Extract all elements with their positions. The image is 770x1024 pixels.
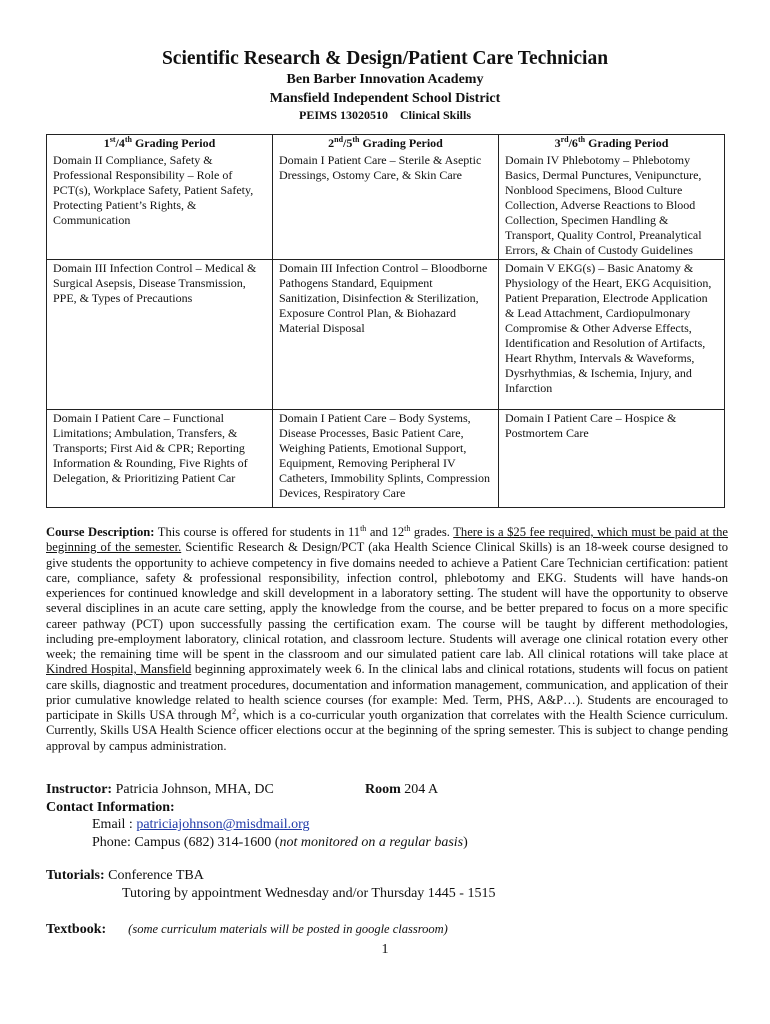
instructor-label: Instructor: [46, 782, 113, 797]
tutorials-line [46, 868, 204, 884]
fee-notice: There is a $25 fee required, which must be paid at the beginning of the semester. [46, 525, 728, 555]
textbook-line [46, 922, 448, 938]
room-line [365, 782, 438, 798]
instructor-name: Patricia Johnson, MHA, DC [112, 782, 274, 797]
document-title: Scientific Research & Design/Patient Care Technician [161, 48, 609, 69]
table-cell: Domain I Patient Care – Sterile & Aseptic Dressings, Ostomy Care, & Skin Care [273, 152, 499, 260]
table-cell: Domain I Patient Care – Functional Limitations; Ambulation, Transfers, & Transports; First Aid & CPR; Reporting Information & Rounding, Five Rights of Delegation, & Prioritizing Patient Car [47, 410, 273, 508]
textbook-note: (some curriculum materials will be posted in google classroom) [128, 922, 448, 936]
table-cell: Domain III Infection Control – Bloodborne Pathogens Standard, Equipment Sanitization, Disinfection & Sterilization, Exposure Control Plan, & Biohazard Material Disposal [273, 260, 499, 410]
table-cell: Domain V EKG(s) – Basic Anatomy & Physiology of the Heart, EKG Acquisition, Patient Preparation, Electrode Application & Lead Attachment, Cardiopulmonary Compromise & Other Adverse Effects, Identification and Resolution of Artifacts, Heart Rhythm, Intervals & Waveforms, Dysrhythmias, & Ischemia, Injury, and Infarction [499, 260, 725, 410]
district-name: Mansfield Independent School District [269, 91, 501, 106]
email-line: Email : patriciajohnson@misdmail.org [92, 817, 310, 832]
table-row [47, 260, 725, 410]
peims-code: PEIMS 13020510 Clinical Skills [298, 108, 472, 122]
textbook-label: Textbook: [46, 922, 107, 937]
col-header-2: 2nd/5th Grading Period [273, 135, 499, 153]
email-link[interactable]: patriciajohnson@misdmail.org [136, 817, 310, 832]
table-row [47, 152, 725, 260]
table-cell: Domain I Patient Care – Hospice & Postmortem Care [499, 410, 725, 508]
table-cell: Domain IV Phlebotomy – Phlebotomy Basics, Dermal Punctures, Venipuncture, Nonblood Specimens, Blood Culture Collection, Adverse Reactions to Blood Collection, Specimen Handling & Transport, Quality Control, Preanalytical Errors, & Chain of Custody Guidelines [499, 152, 725, 260]
col-header-1: 1st/4th Grading Period [47, 135, 273, 153]
phone-note: not monitored on a regular basis [279, 835, 464, 850]
table-cell: Domain II Compliance, Safety & Professional Responsibility – Role of PCT(s), Workplace Safety, Patient Safety, Protecting Patient’s Rights, & Communication [47, 152, 273, 260]
tutorials-value: Conference TBA [104, 868, 204, 883]
school-name: Ben Barber Innovation Academy [286, 72, 484, 87]
course-description-label: Course Description: [46, 525, 155, 539]
contact-label: Contact Information: [46, 800, 175, 815]
tutorials-detail: Tutoring by appointment Wednesday and/or Thursday 1445 - 1515 [122, 886, 496, 901]
instructor-line [46, 782, 274, 798]
col-header-3: 3rd/6th Grading Period [499, 135, 725, 153]
room-value: 204 A [400, 782, 439, 797]
grading-period-table [46, 134, 725, 508]
course-description: Course Description: This course is offered for students in 11th and 12th grades. There is a $25 fee required, which must be paid at the beginning of the semester. Scientific Research & Design/PCT (aka Health Science Clinical Skills) is an 18-week course designed to give students the opportunity to achieve competency in five domains needed to achieve a Patient Care Technician certification: patient care, compliance, safety & professional responsibility, infection control, phlebotomy and EKG. Students will have hands-on experiences for continued knowledge and skill development in a laboratory setting. The student will have the opportunity to observe several disciplines in an acute care setting, apply the knowledge from the course, and be better prepared to focus on a more specific career pathway (PCT) upon successfully passing the certification exam. The course will be taught by different methodologies, including pre-employment laboratory, clinical rotation, and classroom lecture. Students will average one clinical rotation every other week; the remaining time will be spent in the classroom and our simulated patient care lab. All clinical rotations will take place at Kindred Hospital, Mansfield beginning approximately week 6. In the clinical labs and clinical rotations, students will focus on patient care skills, diagnostic and treatment procedures, documentation and information management, communication, and application of their prior cumulative knowledge related to health science courses (for example: Med. Term, PHS, A&P…). Students are encouraged to participate in Skills USA through $M^2$, which is a co-curricular youth organization that correlates with the Health Science curriculum. Currently, Skills USA Health Science officer elections occur at the beginning of the spring semester. This is subject to change pending approval by campus administration. [46, 523, 728, 753]
phone-line: Phone: Campus (682) 314-1600 (not monitored on a regular basis) [92, 835, 468, 850]
table-cell: Domain III Infection Control – Medical & Surgical Asepsis, Disease Transmission, PPE, & Types of Precautions [47, 260, 273, 410]
tutorials-label: Tutorials: [46, 868, 105, 883]
hospital-name: Kindred Hospital, Mansfield [46, 662, 192, 677]
table-cell: Domain I Patient Care – Body Systems, Disease Processes, Basic Patient Care, Weighing Patients, Emotional Support, Equipment, Removing Peripheral IV Catheters, Immobility Splints, Compression Devices, Respiratory Care [273, 410, 499, 508]
room-label: Room [365, 782, 401, 797]
table-row [47, 410, 725, 508]
page-number: 1 [381, 942, 389, 957]
table-header-row [47, 135, 725, 153]
